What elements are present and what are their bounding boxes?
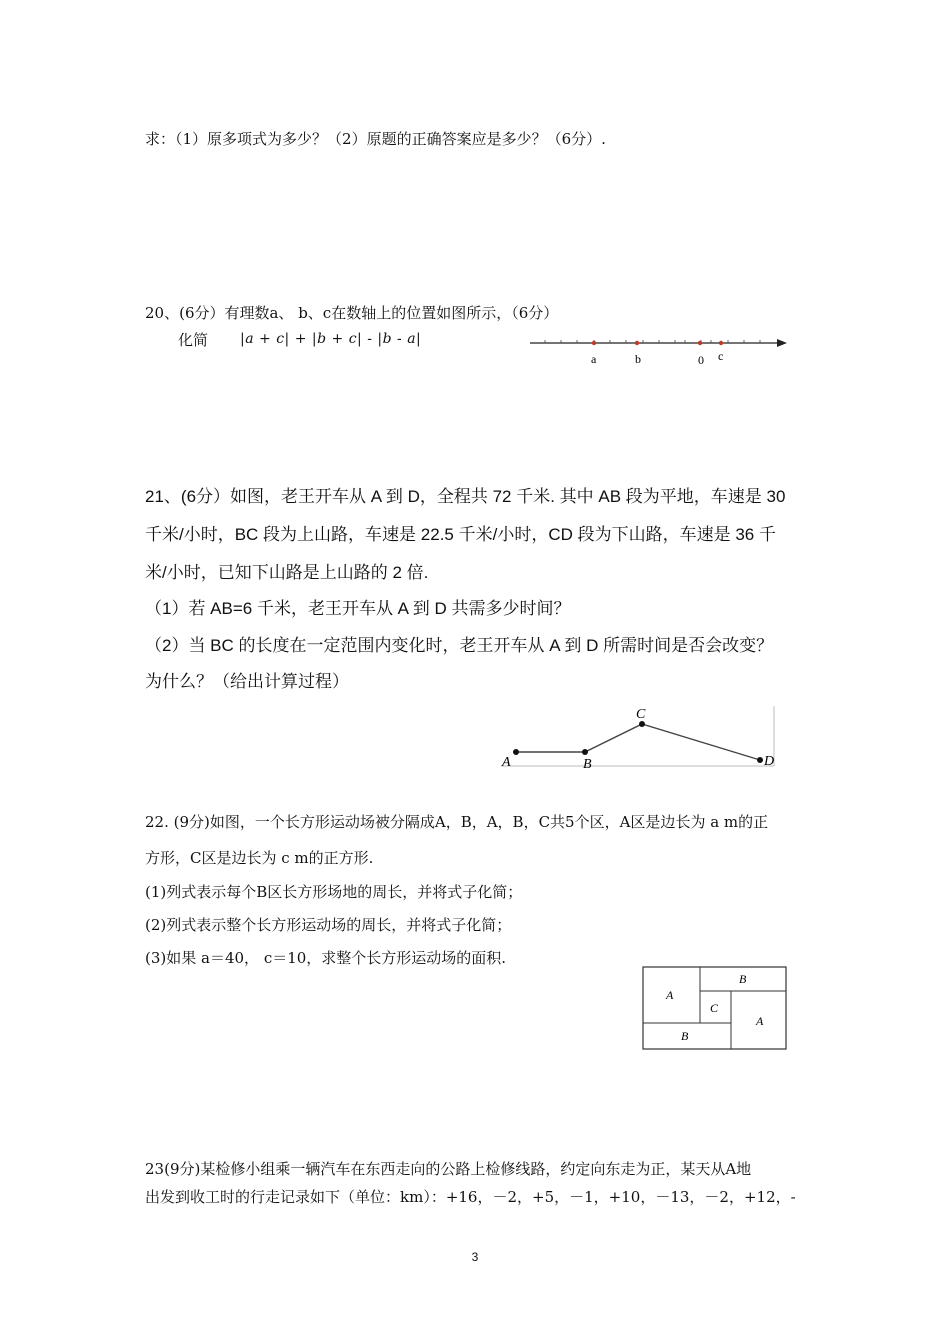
point-b-marker [635,341,639,345]
q21-part-1: （1）若 AB=6 千米，老王开车从 A 到 D 共需多少时间？ [145,599,571,618]
label-C: C [636,707,646,722]
q20-expression: |a + c| + |b + c| - |b - a| [240,331,422,347]
q21-line-3: 米/小时，已知下山路是上山路的 2 倍. [145,563,429,582]
point-c-label: c [718,349,724,363]
q21-part-2: （2）当 BC 的长度在一定范围内变化时，老王开车从 A 到 D 所需时间是否会改变？ [145,636,774,655]
q21-line-2: 千米/小时，BC 段为上山路，车速是 22.5 千米/小时，CD 段为下山路，车速是 36 千 [145,525,776,544]
q21-line-1: 21、(6分）如图，老王开车从 A 到 D，全程共 72 千米. 其中 AB 段为平地，车速是 30 [145,487,786,506]
zone-B-bottom: B [681,1029,689,1043]
point-zero-marker [698,341,702,345]
q21-part-2-cont: 为什么？（给出计算过程） [145,672,349,691]
road-route-figure [498,702,783,774]
number-line-figure [525,326,795,371]
zone-A-left: A [666,988,674,1002]
point-b-label: b [635,352,641,366]
point-a-label: a [591,352,597,366]
q23-line-2: 出发到收工时的行走记录如下（单位：km）：+16，－2，+5，－1，+10，－13，－2，+12，- [145,1188,796,1206]
q19-question-tail: 求：（1）原多项式为多少？（2）原题的正确答案应是多少？（6分）. [145,130,606,148]
label-D: D [764,754,775,769]
q22-line-1: 22. (9分)如图，一个长方形运动场被分隔成A，B，A，B，C共5个区，A区是边长为 a m的正 [145,813,769,831]
q20-text: 20、(6分）有理数a、 b、c在数轴上的位置如图所示，（6分） [145,304,559,322]
q22-part-3: (3)如果 a＝40， c＝10，求整个长方形运动场的面积. [145,949,507,967]
q20-simplify-label: 化简 [178,332,209,349]
sports-field-figure [642,966,788,1052]
q22-part-1: (1)列式表示每个B区长方形场地的周长，并将式子化简； [145,883,523,901]
q23-line-1: 23(9分)某检修小组乘一辆汽车在东西走向的公路上检修线路，约定向东走为正，某天从A地 [145,1160,752,1178]
q22-part-2: (2)列式表示整个长方形运动场的周长，并将式子化简； [145,916,512,934]
point-c-marker [719,341,723,345]
label-B: B [583,757,592,772]
page-number: 3 [471,1250,479,1264]
zone-B-top: B [739,972,747,986]
zone-A-right: A [756,1014,764,1028]
q22-line-2: 方形，C区是边长为 c m的正方形. [145,849,374,867]
point-a-marker [592,341,596,345]
label-A: A [502,755,511,770]
point-zero-label: 0 [698,353,704,367]
zone-C: C [710,1001,719,1015]
